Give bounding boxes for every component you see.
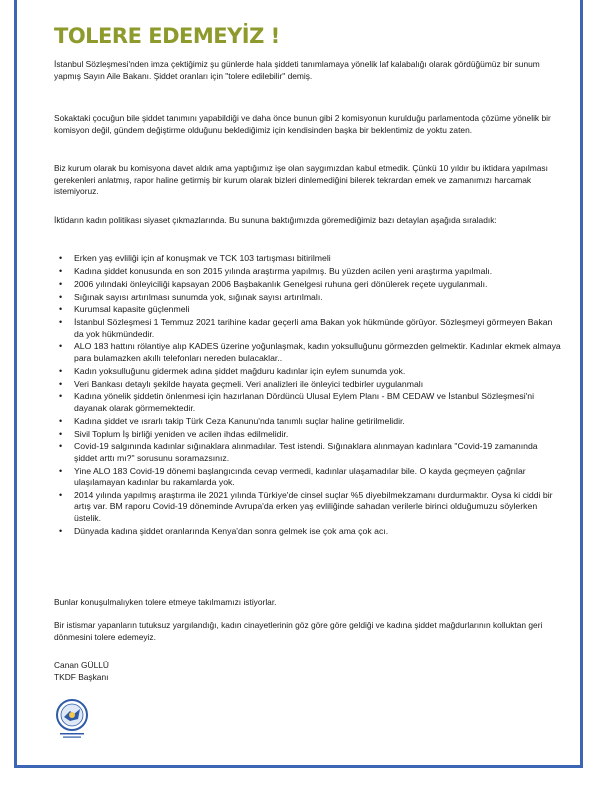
tkdf-seal-icon xyxy=(52,697,92,741)
paragraph-2: Sokaktaki çocuğun bile şiddet tanımını yapabildiği ve daha önce bunun gibi 2 komisyonun kurulduğu parlamentoda çözüme yönelik bir komisyon değil, gündem değiştirme olduğunu beklediğimiz için kendisinden başka bir beklentimiz de yoktu zaten. xyxy=(54,113,551,135)
list-item: • ALO 183 hattını rölantiye alıp KADES üzerine yoğunlaşmak, kadın yoksulluğunu görmezden gelmektir. Kadınlar ekmek almaya para bulamazken akıllı telefonları nereden bulacaklar.. xyxy=(59,341,561,363)
bullet-icon: • xyxy=(59,378,63,389)
list-item: • Sivil Toplum İş birliği yeniden ve acilen ihdas edilmelidir. xyxy=(59,428,289,439)
bullet-icon: • xyxy=(59,278,63,289)
bullet-icon: • xyxy=(59,391,63,402)
bullet-icon: • xyxy=(59,291,63,302)
bullet-icon: • xyxy=(59,441,63,452)
bullet-icon: • xyxy=(59,304,63,315)
list-item: • İstanbul Sözleşmesi 1 Temmuz 2021 tarihine kadar geçerli ama Bakan yok hükmünde görüyor. Sözleşmeyi görmeyen Bakan da yok hükmündedir. xyxy=(59,317,553,339)
bullet-icon: • xyxy=(59,365,63,376)
list-item: • Kadına yönelik şiddetin önlenmesi için hazırlanan Dördüncü Ulusal Eylem Planı - BM CEDAW ve İstanbul Sözleşmesi'ni dayanak olarak görmemektedir. xyxy=(59,391,535,413)
bullet-icon: • xyxy=(59,265,63,276)
closing-paragraph-1: Bunlar konuşulmalıyken tolere etmeye takılmamızı istiyorlar. xyxy=(54,597,277,607)
bullet-icon: • xyxy=(59,525,63,536)
bullet-icon: • xyxy=(59,489,63,500)
bullet-icon: • xyxy=(59,341,63,352)
list-item: • Kadına şiddet ve ısrarlı takip Türk Ceza Kanunu'nda tanımlı suçlar haline getirilmelidir. xyxy=(59,415,405,426)
paragraph-1: İstanbul Sözleşmesi'nden imza çektiğimiz şu günlerde hala şiddeti tanımlamaya yönelik laf kalabalığı olarak gördüğümüz bir sunum yapmış Sayın Aile Bakanı. Şiddet oranları için "tolere edilebilir" demiş. xyxy=(54,59,540,81)
paragraph-3: Biz kurum olarak bu komisyona davet aldık ama yaptığımız işe olan saygımızdan kabul etmedik. Çünkü 10 yıldır bu iktidara yapılması gerekenleri anlatmış, rapor haline getirmiş bir kurum olarak bizleri dinlemediğini bilerek tekrardan emek ve zamanımızı harcamak istemiyoruz. xyxy=(54,163,548,197)
list-item: • Kadın yoksulluğunu gidermek adına şiddet mağduru kadınlar için eylem sunumda yok. xyxy=(59,365,406,376)
bullet-icon: • xyxy=(59,317,63,328)
demands-list xyxy=(58,253,563,538)
list-item: • Kurumsal kapasite güçlenmeli xyxy=(59,304,190,315)
list-item: • 2006 yılındaki önleyiciliği kapsayan 2006 Başbakanlık Genelgesi ruhuna geri dönülerek reçete uygulanmalı. xyxy=(59,278,488,289)
list-item: • 2014 yılında yapılmış araştırma ile 2021 yılında Türkiye'de cinsel suçlar %5 diyebilmekzamanı durdurmaktır. Oysa ki ciddi bir artış var. BM raporu Covid-19 döneminde Avrupa'da erken yaş evliliğinde sahadan verilerle birinci olduğumuzu söylerken üstelik. xyxy=(59,489,553,523)
bullet-icon: • xyxy=(59,428,63,439)
signature-name: Canan GÜLLÜ xyxy=(54,660,109,670)
list-item: • Yine ALO 183 Covid-19 dönemi başlangıcında cevap vermedi, kadınlar ulaşamadılar bile. O kayda geçmeyen çağrılar ulaşılamayan kadınlar bu rakamlarda yok. xyxy=(59,465,526,487)
paragraph-4: İktidarın kadın politikası siyaset çıkmazlarında. Bu sununa baktığımızda göremediğimiz bazı detaylan aşağıda sıraladık: xyxy=(54,215,497,225)
list-item: • Covid-19 salgınında kadınlar sığınaklara alınmadılar. Test istendi. Sığınaklara alınmayan kadınlara "Covid-19 zamanında şiddet arttı mı?" sorusunu soramazsınız. xyxy=(59,441,538,463)
list-item: • Dünyada kadına şiddet oranlarında Kenya'dan sonra gelmek ise çok ama çok acı. xyxy=(59,525,389,536)
bullet-icon: • xyxy=(59,415,63,426)
list-item: • Erken yaş evliliği için af konuşmak ve TCK 103 tartışması bitirilmeli xyxy=(59,253,331,263)
bullet-icon: • xyxy=(59,253,63,263)
list-item: • Veri Bankası detaylı şekilde hayata geçmeli. Veri analizleri ile önleyici tedbirler uygulanmalı xyxy=(59,378,424,389)
signature-role: TKDF Başkanı xyxy=(54,672,109,682)
bullet-icon: • xyxy=(59,465,63,476)
list-item: • Sığınak sayısı artırılması sunumda yok, sığınak sayısı artırılmalı. xyxy=(59,291,323,302)
list-item: • Kadına şiddet konusunda en son 2015 yılında araştırma yapılmış. Bu yüzden acilen yeni araştırma yapılmalı. xyxy=(59,265,493,276)
closing-paragraph-2: Bir istismar yapanların tutuksuz yargılandığı, kadın cinayetlerinin göz göre göre geldiği ve kadına şiddet mağdurlarının kolluktan geri dönmesini tolere edemeyiz. xyxy=(54,620,543,642)
page-title: TOLERE EDEMEYİZ ! xyxy=(54,24,280,48)
